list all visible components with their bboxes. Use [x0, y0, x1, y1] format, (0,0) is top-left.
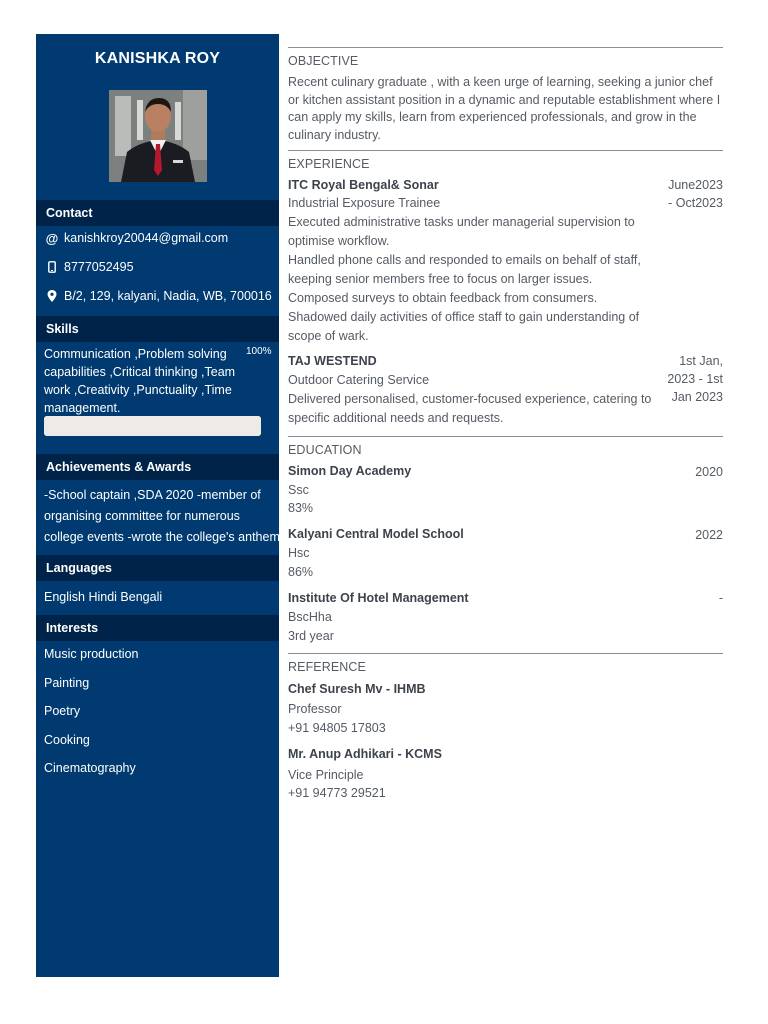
experience-date	[668, 176, 723, 212]
contact-heading: Contact	[36, 200, 279, 226]
education-degree: Ssc	[288, 483, 309, 497]
education-year: 2022	[695, 528, 723, 542]
experience-company: TAJ WESTEND	[288, 354, 377, 368]
phone-text: 8777052495	[64, 260, 134, 274]
divider	[288, 47, 723, 48]
location-pin-icon	[44, 290, 60, 302]
interest-item: Cooking	[44, 733, 90, 747]
contact-address-row	[44, 287, 272, 305]
experience-date-line: June2023	[668, 178, 723, 192]
education-school: Institute Of Hotel Management	[288, 591, 469, 605]
divider	[288, 436, 723, 437]
email-text: kanishkroy20044@gmail.com	[64, 231, 229, 245]
candidate-name: KANISHKA ROY	[94, 50, 221, 67]
education-school: Simon Day Academy	[288, 464, 412, 478]
objective-heading: OBJECTIVE	[288, 54, 359, 68]
skill-level-fill	[44, 416, 261, 436]
experience-description: Executed administrative tasks under managerial supervision to optimise workflow. Handled phone calls and responded to emails on behalf of staff, keeping senior members free to focus on larger issues. Composed surveys to obtain feedback from consumers. Shadowed daily activities of office staff to gain understanding of scope of wark.	[288, 215, 641, 343]
divider	[288, 150, 723, 151]
education-score: 3rd year	[288, 629, 334, 643]
phone-icon	[44, 261, 60, 273]
interests-heading: Interests	[36, 615, 279, 641]
experience-date-line: Jan 2023	[671, 390, 723, 404]
reference-title: Vice Principle	[288, 768, 364, 782]
contact-email-row	[44, 229, 228, 247]
languages-text: English Hindi Bengali	[44, 590, 163, 604]
experience-role: Outdoor Catering Service	[288, 373, 430, 387]
languages-heading: Languages	[36, 555, 279, 581]
education-heading: EDUCATION	[288, 443, 362, 457]
achievements-line: college events -wrote the college's anthem	[44, 530, 280, 544]
objective-text: Recent culinary graduate , with a keen urge of learning, seeking a junior chef or kitchen assistant position in a dynamic and reputable establishment where I can apply my skills, learn from experienced professionals, and grow in the culinary industry.	[288, 75, 721, 142]
education-score: 83%	[288, 501, 314, 515]
interest-item: Painting	[44, 676, 90, 690]
reference-name: Mr. Anup Adhikari - KCMS	[288, 747, 442, 761]
achievements-heading: Achievements & Awards	[36, 454, 279, 480]
interest-item: Music production	[44, 647, 139, 661]
skills-heading: Skills	[36, 316, 279, 342]
reference-heading: REFERENCE	[288, 660, 366, 674]
profile-photo	[109, 90, 207, 182]
experience-date	[667, 352, 723, 406]
achievements-line: organising committee for numerous	[44, 509, 240, 523]
skill-level-bar	[44, 416, 261, 436]
reference-phone: +91 94805 17803	[288, 721, 386, 735]
experience-description: Delivered personalised, customer-focused experience, catering to specific additional needs and requests.	[288, 392, 652, 425]
education-degree: BscHha	[288, 610, 332, 624]
reference-name: Chef Suresh Mv - IHMB	[288, 682, 426, 696]
experience-date-line: 2023 - 1st	[667, 372, 723, 386]
contact-phone-row	[44, 258, 134, 276]
experience-company: ITC Royal Bengal& Sonar	[288, 178, 439, 192]
education-year: -	[718, 591, 723, 605]
sidebar	[36, 34, 279, 977]
education-degree: Hsc	[288, 546, 310, 560]
experience-heading: EXPERIENCE	[288, 157, 370, 171]
divider	[288, 653, 723, 654]
address-text: B/2, 129, kalyani, Nadia, WB, 700016	[64, 289, 272, 303]
at-icon: @	[45, 230, 59, 246]
education-year: 2020	[695, 465, 723, 479]
experience-date-line: 1st Jan,	[679, 354, 723, 368]
experience-date-line: - Oct2023	[668, 196, 723, 210]
education-school: Kalyani Central Model School	[288, 527, 464, 541]
interest-item: Poetry	[44, 704, 81, 718]
education-score: 86%	[288, 565, 314, 579]
reference-title: Professor	[288, 702, 342, 716]
reference-phone: +91 94773 29521	[288, 786, 386, 800]
experience-role: Industrial Exposure Trainee	[288, 196, 441, 210]
achievements-line: -School captain ,SDA 2020 -member of	[44, 488, 261, 502]
achievements-text	[44, 485, 280, 548]
interest-item: Cinematography	[44, 761, 136, 775]
skills-text: Communication ,Problem solving capabilities ,Critical thinking ,Team work ,Creativity ,Punctuality ,Time management.	[44, 347, 236, 415]
skill-percent: 100%	[246, 346, 272, 357]
